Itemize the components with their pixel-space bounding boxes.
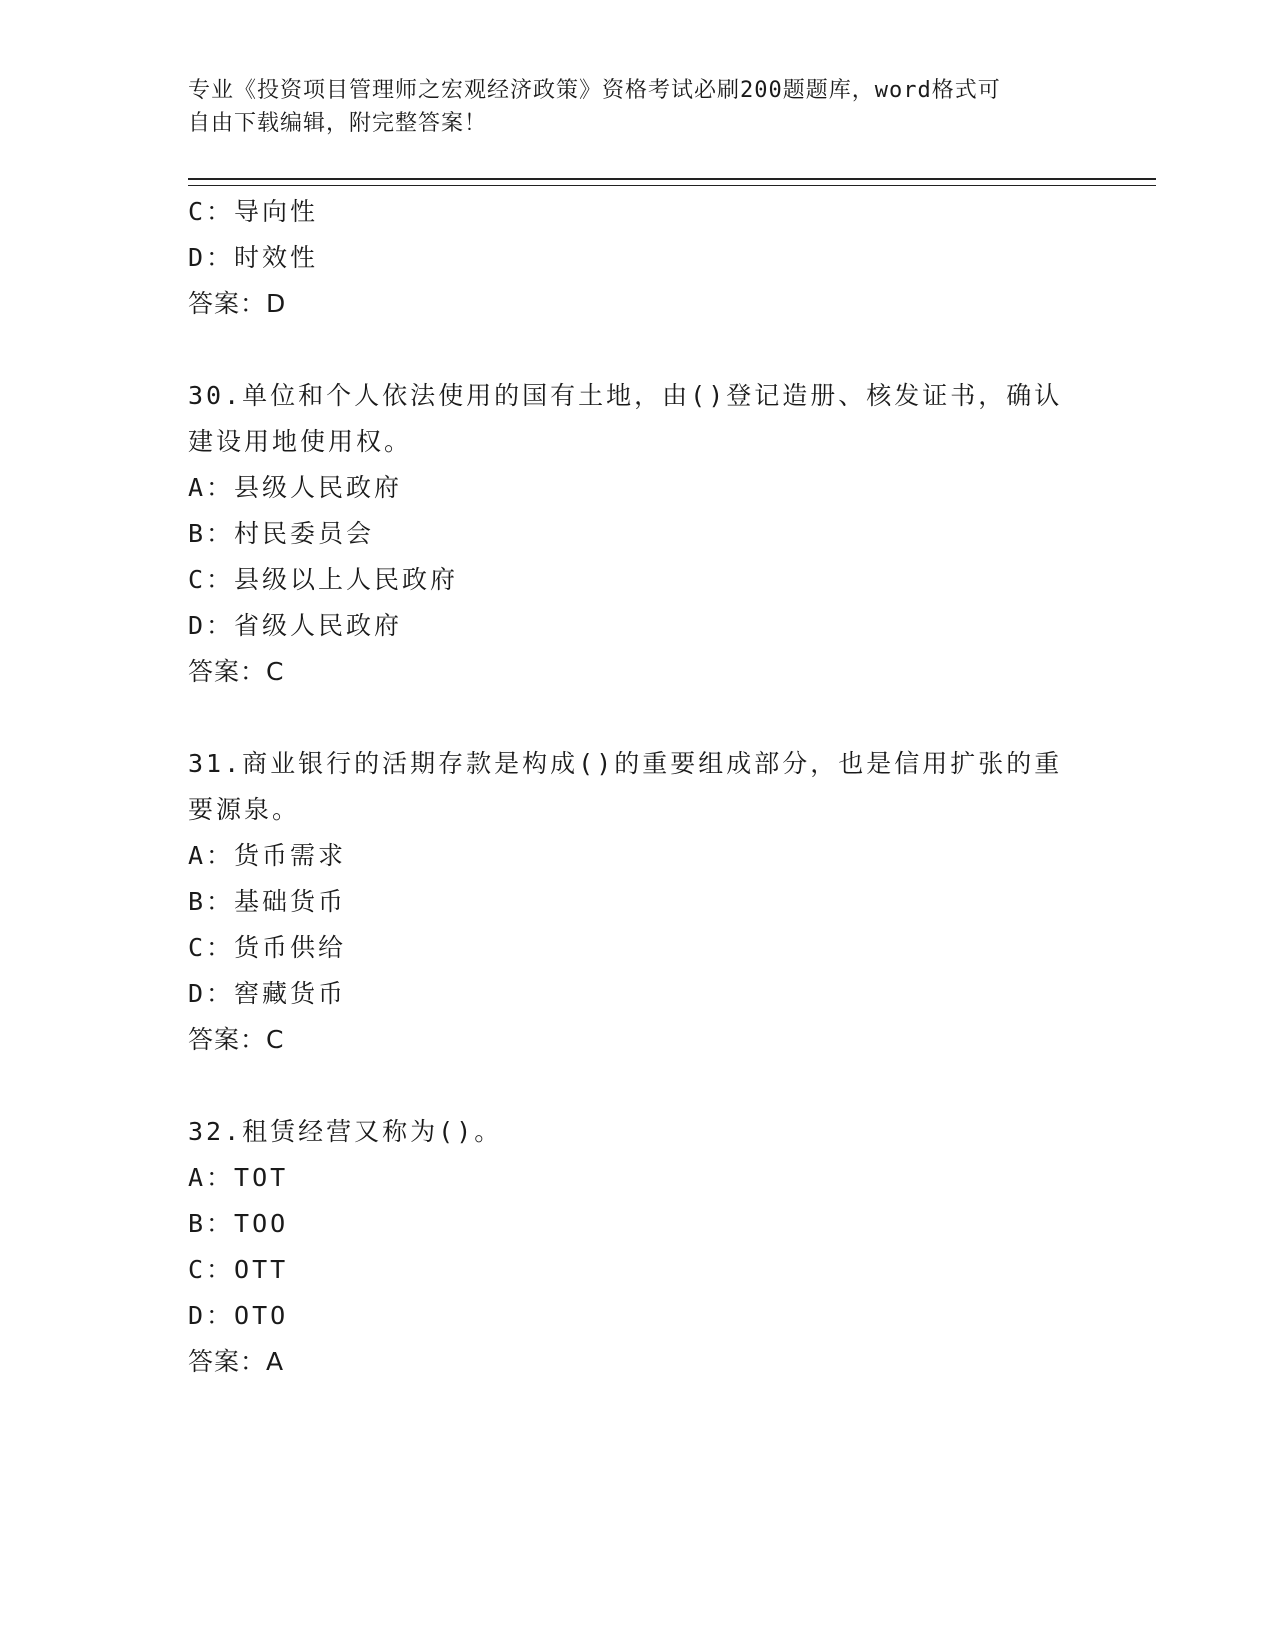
option-d: D：时效性	[188, 243, 319, 272]
question-stem-line: 31.商业银行的活期存款是构成()的重要组成部分，也是信用扩张的重	[188, 749, 1063, 778]
option-c: C：OTT	[188, 1255, 289, 1284]
option-d: D：省级人民政府	[188, 611, 403, 640]
option-b: B：基础货币	[188, 887, 347, 916]
option-b: B：TOO	[188, 1209, 289, 1238]
answer-line: 答案：C	[188, 1025, 285, 1054]
question-stem-line: 32.租赁经营又称为()。	[188, 1117, 503, 1146]
option-c: C：导向性	[188, 197, 319, 226]
question-30	[188, 373, 1108, 695]
header-line-2: 自由下载编辑，附完整答案！	[188, 111, 488, 136]
answer-line: 答案：A	[188, 1347, 285, 1376]
option-c: C：货币供给	[188, 933, 347, 962]
document-header	[188, 74, 1088, 140]
option-c: C：县级以上人民政府	[188, 565, 459, 594]
answer-line: 答案：C	[188, 657, 285, 686]
question-31	[188, 741, 1108, 1063]
header-line-1: 专业《投资项目管理师之宏观经济政策》资格考试必刷200题题库，word格式可	[188, 78, 1001, 103]
previous-question-tail	[188, 189, 1108, 327]
option-d: D：窖藏货币	[188, 979, 347, 1008]
option-d: D：OTO	[188, 1301, 289, 1330]
question-stem-line: 30.单位和个人依法使用的国有土地，由()登记造册、核发证书，确认	[188, 381, 1063, 410]
option-b: B：村民委员会	[188, 519, 375, 548]
question-list	[188, 189, 1108, 1385]
question-stem-line: 建设用地使用权。	[188, 427, 413, 456]
question-32	[188, 1109, 1108, 1385]
question-stem-line: 要源泉。	[188, 795, 301, 824]
answer-line: 答案：D	[188, 289, 287, 318]
option-a: A：县级人民政府	[188, 473, 403, 502]
option-a: A：TOT	[188, 1163, 289, 1192]
option-a: A：货币需求	[188, 841, 347, 870]
header-divider	[188, 178, 1156, 186]
